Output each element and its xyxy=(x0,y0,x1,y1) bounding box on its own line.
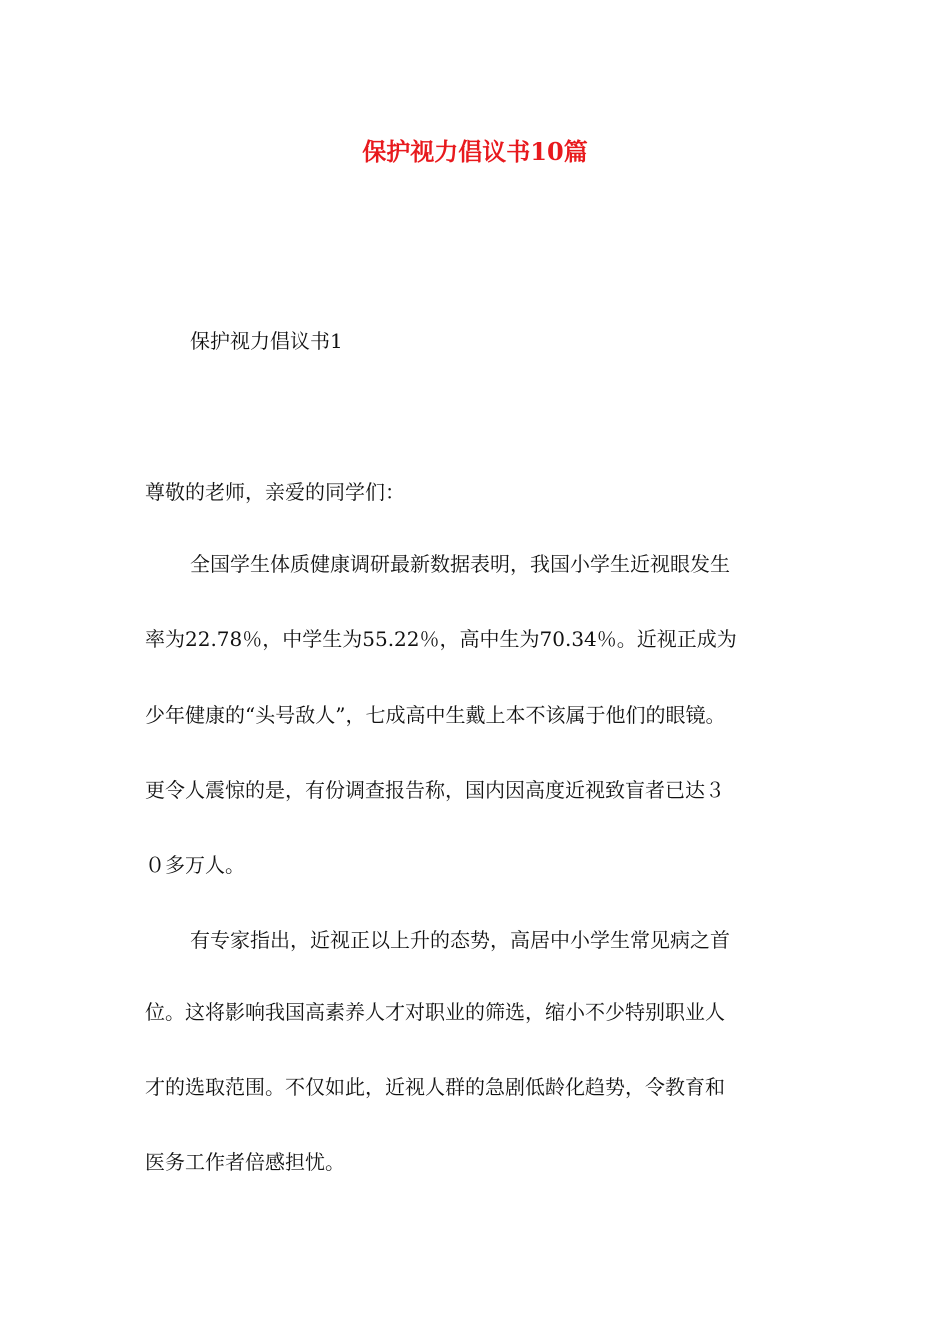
paragraph-2-line-1: 有专家指出，近视正以上升的态势，高居中小学生常见病之首 xyxy=(190,928,730,952)
document-title: 保护视力倡议书10篇 xyxy=(362,137,588,166)
paragraph-1-line-5: ０多万人。 xyxy=(145,853,245,877)
section-heading: 保护视力倡议书1 xyxy=(190,329,343,353)
salutation: 尊敬的老师，亲爱的同学们： xyxy=(145,480,405,504)
paragraph-1-line-4: 更令人震惊的是，有份调查报告称，国内因高度近视致盲者已达３ xyxy=(145,778,725,802)
paragraph-1-line-1: 全国学生体质健康调研最新数据表明，我国小学生近视眼发生 xyxy=(190,552,730,576)
paragraph-2-line-2: 位。这将影响我国高素养人才对职业的筛选，缩小不少特别职业人 xyxy=(145,1000,725,1024)
paragraph-1-line-2: 率为22.78％，中学生为55.22％，高中生为70.34％。近视正成为 xyxy=(145,627,737,651)
paragraph-2-line-3: 才的选取范围。不仅如此，近视人群的急剧低龄化趋势，令教育和 xyxy=(145,1075,725,1099)
paragraph-2-line-4: 医务工作者倍感担忧。 xyxy=(145,1150,345,1174)
paragraph-1-line-3: 少年健康的“头号敌人”，七成高中生戴上本不该属于他们的眼镜。 xyxy=(145,703,726,727)
